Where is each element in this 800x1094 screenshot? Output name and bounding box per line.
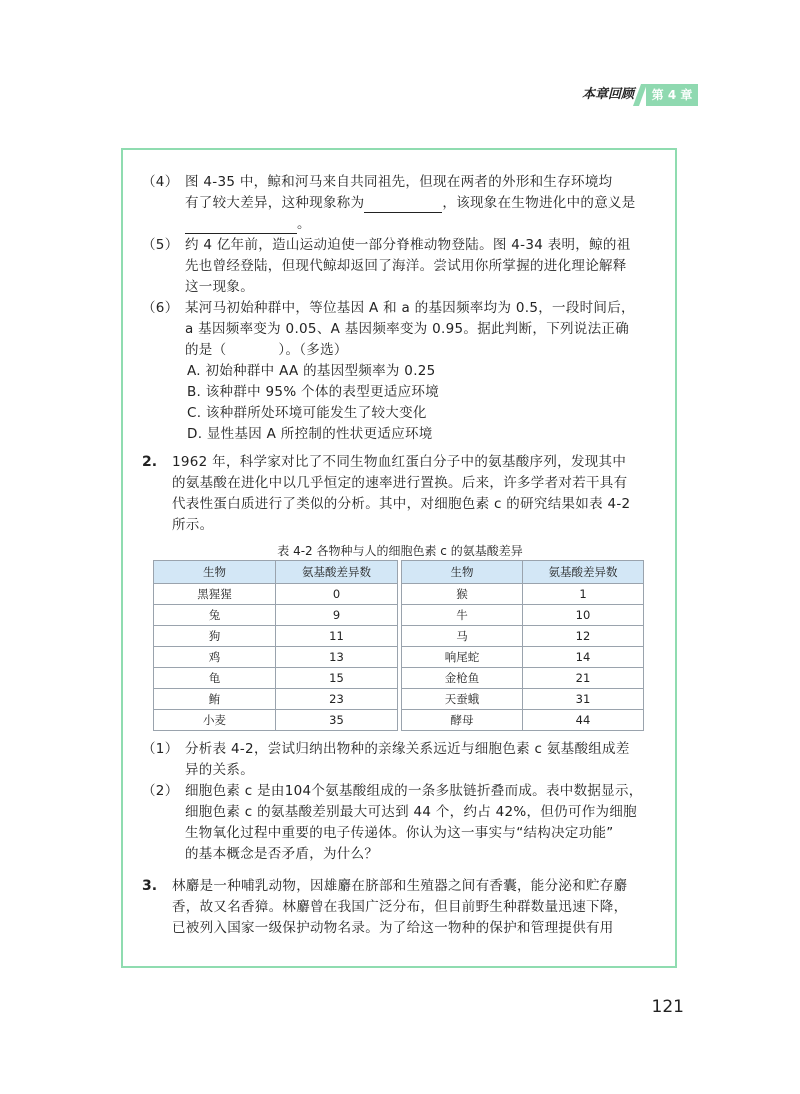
q5-line-1: 约 4 亿年前，造山运动迫使一部分脊椎动物登陆。图 4-34 表明，鲸的祖 bbox=[185, 237, 631, 253]
q6-line-3 bbox=[185, 340, 348, 360]
species-cell: 猴 bbox=[402, 584, 523, 605]
table-caption: 表 4-2 各物种与人的细胞色素 c 的氨基酸差异 bbox=[277, 544, 523, 558]
p2-line-2: 的氨基酸在进化中以几乎恒定的速率进行置换。后来，许多学者对若干具有 bbox=[172, 475, 628, 491]
diff-cell: 31 bbox=[523, 689, 644, 710]
species-cell: 金枪鱼 bbox=[402, 668, 523, 689]
diff-cell: 21 bbox=[523, 668, 644, 689]
header-decoration bbox=[633, 84, 647, 106]
q6-option-c: C. 该种群所处环境可能发生了较大变化 bbox=[187, 405, 427, 421]
q6-line-1: 某河马初始种群中，等位基因 A 和 a 的基因频率均为 0.5，一段时间后， bbox=[185, 300, 635, 316]
q6-option-a: A. 初始种群中 AA 的基因型频率为 0.25 bbox=[187, 363, 436, 379]
p2q2-line-4: 的基本概念是否矛盾，为什么？ bbox=[185, 846, 379, 862]
diff-cell: 14 bbox=[523, 647, 644, 668]
species-cell: 兔 bbox=[154, 605, 276, 626]
table-row bbox=[154, 647, 398, 668]
p2-line-4: 所示。 bbox=[172, 517, 214, 533]
q4-line-3-end: 。 bbox=[297, 216, 311, 232]
table-row bbox=[402, 584, 644, 605]
diff-cell: 35 bbox=[276, 710, 398, 731]
species-cell: 响尾蛇 bbox=[402, 647, 523, 668]
table-row bbox=[402, 605, 644, 626]
q6-line-3a: 的是（ bbox=[185, 342, 227, 358]
p2q2-line-3: 生物氧化过程中重要的电子传递体。你认为这一事实与“结构决定功能” bbox=[185, 825, 614, 841]
table-row bbox=[154, 605, 398, 626]
q6-option-b: B. 该种群中 95% 个体的表型更适应环境 bbox=[187, 384, 440, 400]
table-header-row bbox=[154, 561, 398, 584]
species-cell: 黑猩猩 bbox=[154, 584, 276, 605]
diff-cell: 0 bbox=[276, 584, 398, 605]
col-diff-header: 氨基酸差异数 bbox=[523, 561, 644, 584]
species-cell: 牛 bbox=[402, 605, 523, 626]
species-cell: 小麦 bbox=[154, 710, 276, 731]
q4-line-2b: ，该现象在生物进化中的意义是 bbox=[442, 195, 636, 211]
col-species-header: 生物 bbox=[402, 561, 523, 584]
species-cell: 鲔 bbox=[154, 689, 276, 710]
table-row bbox=[402, 647, 644, 668]
q4-label: （4） bbox=[142, 174, 179, 190]
table-row bbox=[402, 668, 644, 689]
table-row bbox=[154, 584, 398, 605]
table-row bbox=[154, 689, 398, 710]
p3-line-2: 香，故又名香獐。林麝曾在我国广泛分布，但目前野生种群数量迅速下降， bbox=[172, 899, 628, 915]
p2q1-label: （1） bbox=[142, 741, 179, 757]
p2q1-line-1: 分析表 4-2，尝试归纳出物种的亲缘关系远近与细胞色素 c 氨基酸组成差 bbox=[185, 741, 630, 757]
page-number: 121 bbox=[651, 997, 684, 1017]
diff-cell: 12 bbox=[523, 626, 644, 647]
chapter-badge: 第 4 章 bbox=[646, 84, 698, 106]
q4-line-3 bbox=[185, 214, 311, 234]
p2q1-line-2: 异的关系。 bbox=[185, 762, 254, 778]
q5-line-2: 先也曾经登陆，但现代鲸却返回了海洋。尝试用你所掌握的进化理论解释 bbox=[185, 258, 627, 274]
diff-cell: 11 bbox=[276, 626, 398, 647]
diff-cell: 1 bbox=[523, 584, 644, 605]
p2q2-line-1: 细胞色素 c 是由104个氨基酸组成的一条多肽链折叠而成。表中数据显示， bbox=[185, 783, 643, 799]
problem-3-number: 3. bbox=[142, 878, 158, 894]
diff-cell: 23 bbox=[276, 689, 398, 710]
col-species-header: 生物 bbox=[154, 561, 276, 584]
table-row bbox=[154, 668, 398, 689]
species-cell: 鸡 bbox=[154, 647, 276, 668]
p2q2-label: （2） bbox=[142, 783, 179, 799]
diff-cell: 9 bbox=[276, 605, 398, 626]
q4-line-2 bbox=[185, 193, 636, 213]
table-row bbox=[402, 626, 644, 647]
chapter-review-title: 本章回顾 bbox=[581, 87, 634, 102]
p2-line-3: 代表性蛋白质进行了类似的分析。其中，对细胞色素 c 的研究结果如表 4-2 bbox=[172, 496, 631, 512]
table-row bbox=[402, 689, 644, 710]
p2q2-line-2: 细胞色素 c 的氨基酸差别最大可达到 44 个，约占 42%，但仍可作为细胞 bbox=[185, 804, 637, 820]
species-cell: 马 bbox=[402, 626, 523, 647]
p3-line-1: 林麝是一种哺乳动物，因雄麝在脐部和生殖器之间有香囊，能分泌和贮存麝 bbox=[172, 878, 628, 894]
species-cell: 狗 bbox=[154, 626, 276, 647]
q5-label: （5） bbox=[142, 237, 179, 253]
q6-line-2: a 基因频率变为 0.05、A 基因频率变为 0.95。据此判断，下列说法正确 bbox=[185, 321, 629, 337]
table-left bbox=[153, 560, 398, 731]
table-right bbox=[401, 560, 644, 731]
q4-line-2a: 有了较大差异，这种现象称为 bbox=[185, 195, 365, 211]
diff-cell: 44 bbox=[523, 710, 644, 731]
q4-line-1: 图 4-35 中，鲸和河马来自共同祖先，但现在两者的外形和生存环境均 bbox=[185, 174, 613, 190]
problem-2-number: 2. bbox=[142, 454, 158, 470]
species-cell: 酵母 bbox=[402, 710, 523, 731]
p3-line-3: 已被列入国家一级保护动物名录。为了给这一物种的保护和管理提供有用 bbox=[172, 920, 614, 936]
species-cell: 龟 bbox=[154, 668, 276, 689]
diff-cell: 10 bbox=[523, 605, 644, 626]
diff-cell: 15 bbox=[276, 668, 398, 689]
q4-blank-1 bbox=[364, 198, 442, 213]
diff-cell: 13 bbox=[276, 647, 398, 668]
q6-line-3b: ）。（多选） bbox=[278, 342, 348, 358]
table-header-row bbox=[402, 561, 644, 584]
species-cell: 天蚕蛾 bbox=[402, 689, 523, 710]
q4-blank-2 bbox=[185, 219, 297, 234]
table-row bbox=[154, 710, 398, 731]
q6-option-d: D. 显性基因 A 所控制的性状更适应环境 bbox=[187, 426, 433, 442]
table-row bbox=[402, 710, 644, 731]
p2-line-1: 1962 年，科学家对比了不同生物血红蛋白分子中的氨基酸序列，发现其中 bbox=[172, 454, 627, 470]
col-diff-header: 氨基酸差异数 bbox=[276, 561, 398, 584]
table-row bbox=[154, 626, 398, 647]
q6-label: （6） bbox=[142, 300, 179, 316]
q5-line-3: 这一现象。 bbox=[185, 279, 254, 295]
